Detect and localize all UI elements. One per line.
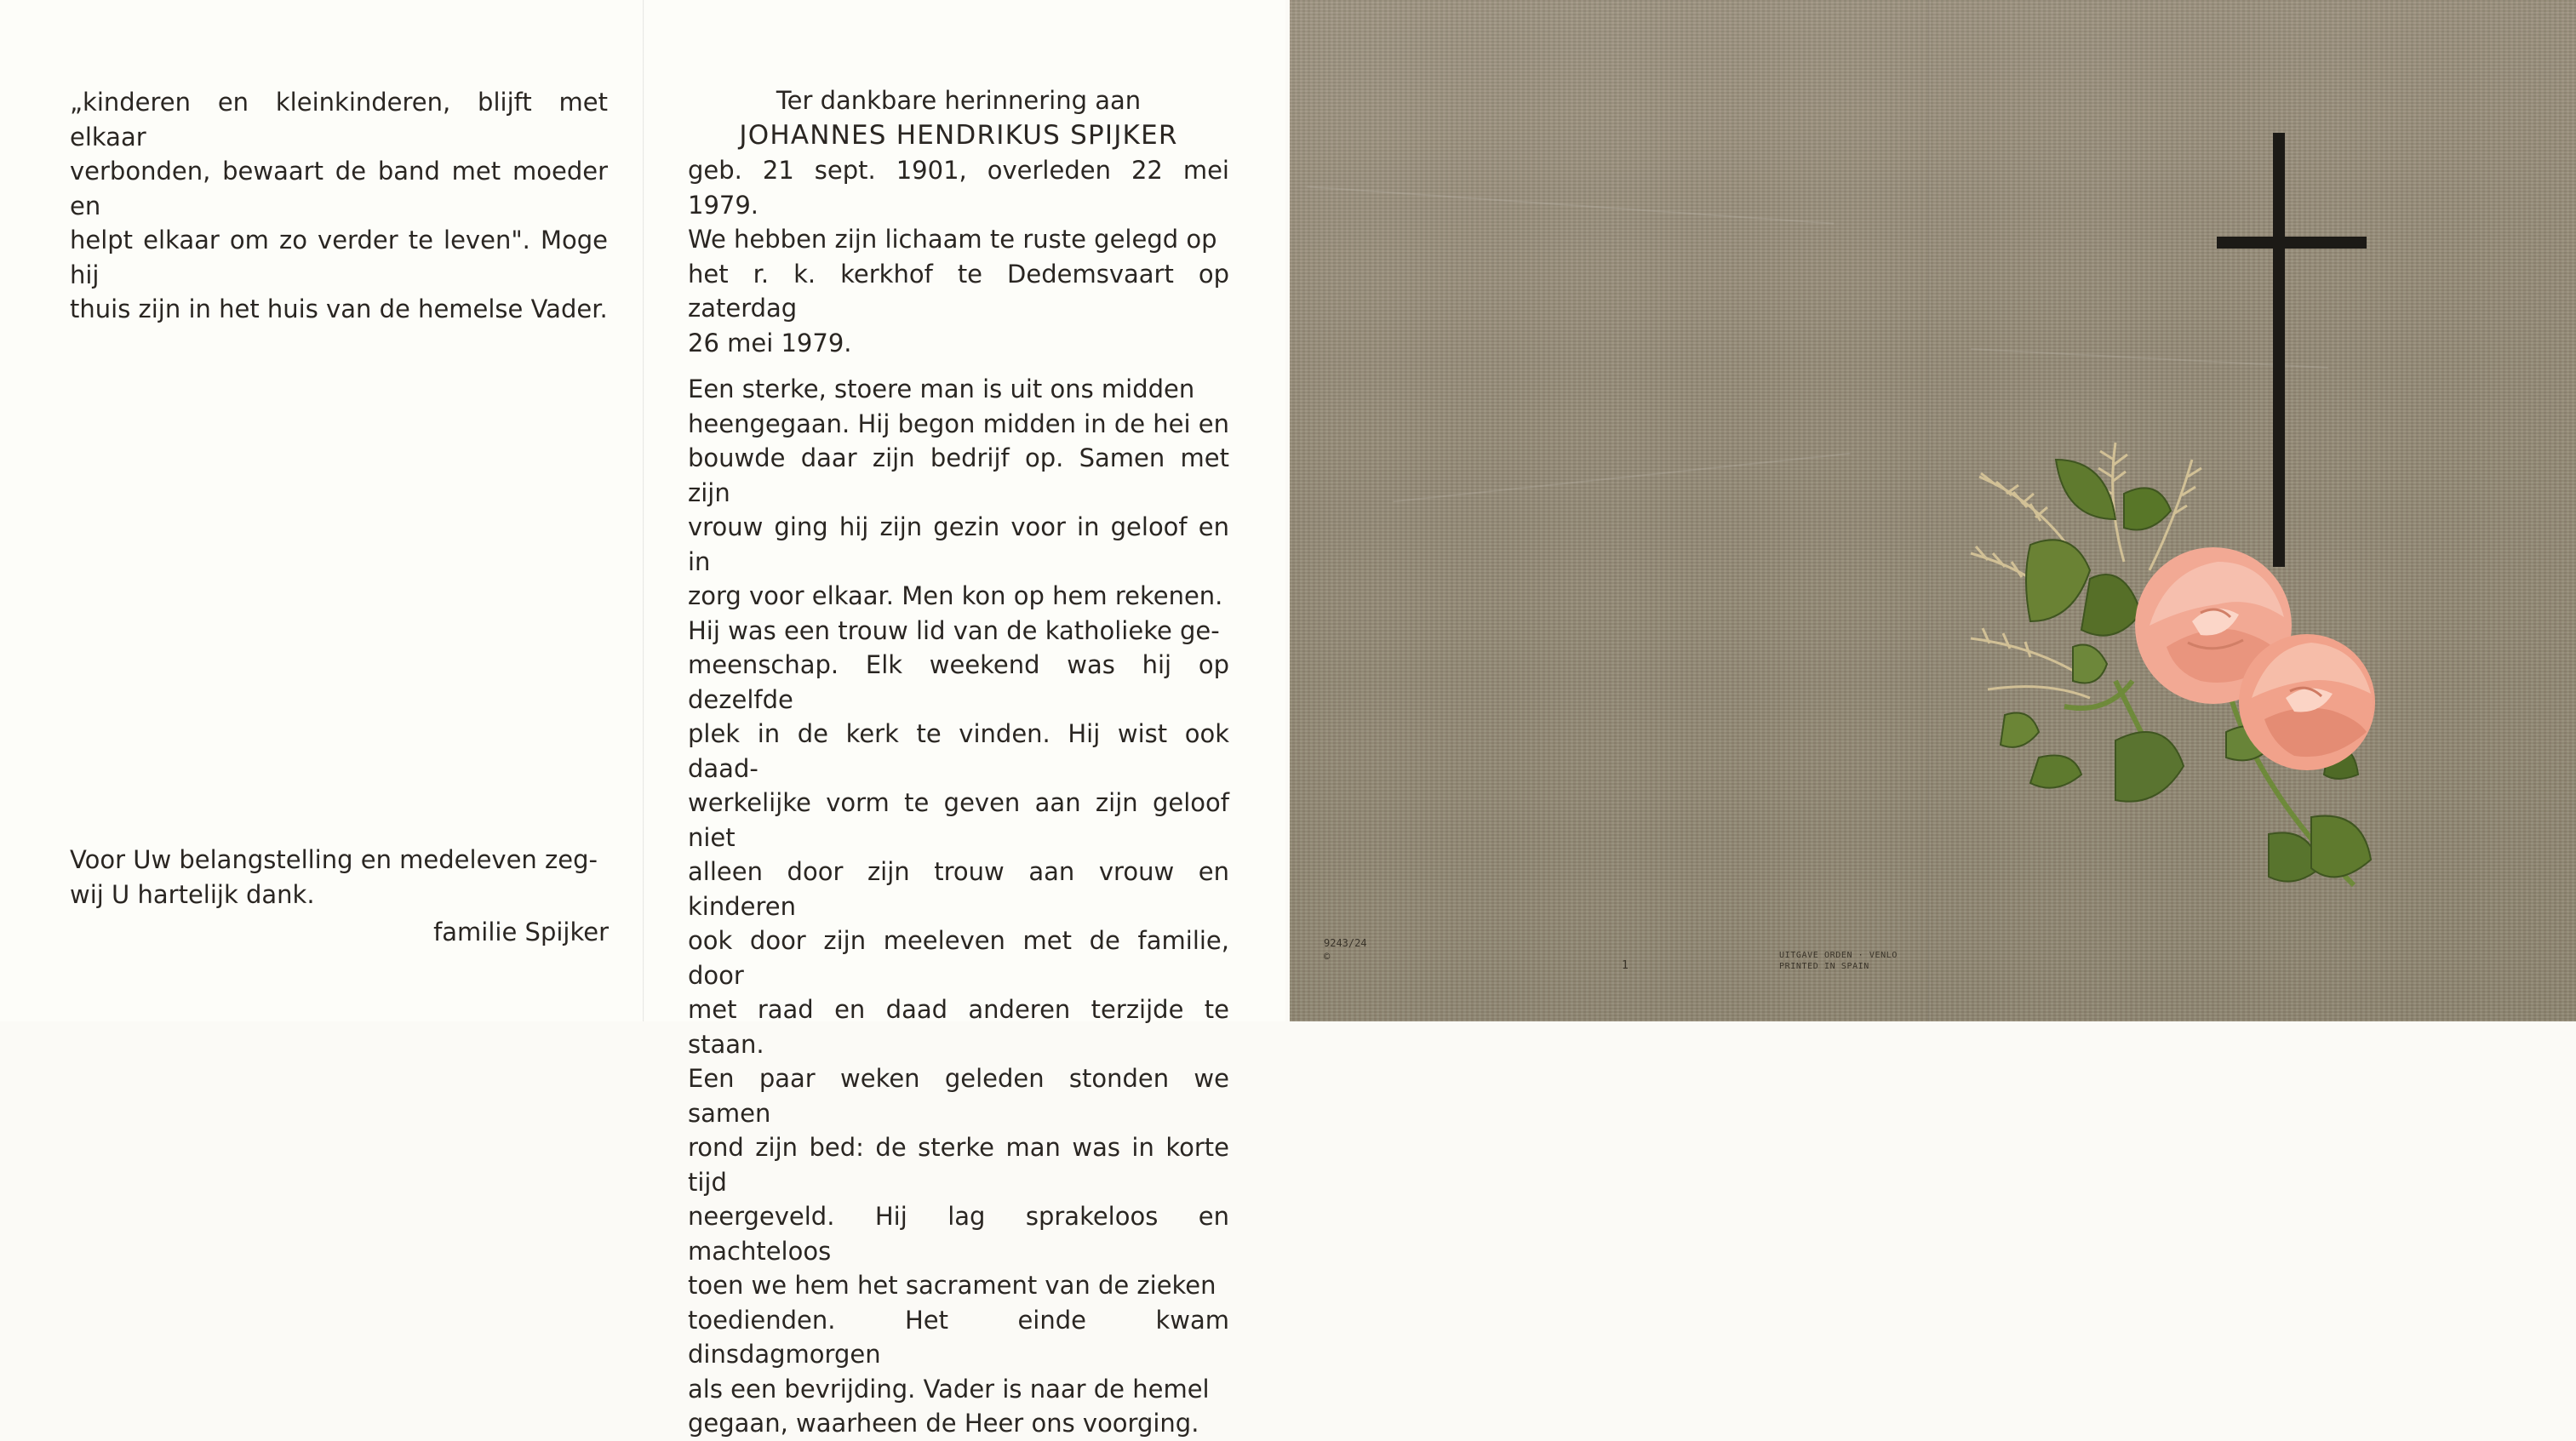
memorial-text [688,83,1229,1441]
outside-sheet [1290,0,2576,1021]
body-line: Hij was een trouw lid van de katholieke ge- [688,615,1220,645]
body-line: rond zijn bed: de sterke man was in korte tijd [688,1133,1229,1197]
quote-line: thuis zijn in het huis van de hemelse Vader. [70,294,608,323]
details-line: het r. k. kerkhof te Dedemsvaart op zaterdag [688,259,1229,323]
body-line: bouwde daar zijn bedrijf op. Samen met zijn [688,443,1229,507]
closing-quote [70,85,608,327]
body-line: alleen door zijn trouw aan vrouw en kinderen [688,857,1229,921]
body-line: gegaan, waarheen de Heer ons voorging. [688,1409,1199,1438]
thanks-line: Voor Uw belangstelling en medeleven zeg- [70,845,598,874]
body-line: werkelijke vorm te geven aan zijn geloof niet [688,788,1229,852]
inside-sheet [0,0,1285,1438]
body-line: Een sterke, stoere man is uit ons midden [688,375,1195,403]
publisher-line: UITGAVE ORDEN · VENLO [1779,951,1898,960]
body-line: ook door zijn meeleven met de familie, door [688,926,1229,990]
body-line: Een paar weken geleden stonden we samen [688,1064,1229,1128]
thanks-note [70,843,608,912]
body-line: vrouw ging hij zijn gezin voor in geloof en in [688,512,1229,576]
inside-left-panel [0,0,643,1021]
rose-bouquet [1945,426,2388,928]
card-code [1324,936,1367,964]
body-line: toedienden. Het einde kwam dinsdagmorgen [688,1305,1229,1369]
page-number: 1 [1622,959,1629,972]
copyright-mark: © [1324,951,1331,963]
quote-line: verbonden, bewaart de band met moeder en [70,157,608,220]
body-line: toen we hem het sacrament van de zieken [688,1271,1216,1300]
family-signature: familie Spijker [433,918,609,946]
body-line: als een bevrijding. Vader is naar de hemel [688,1374,1210,1404]
details-line: 26 mei 1979. [688,328,852,357]
deceased-name: JOHANNES HENDRIKUS SPIJKER [739,120,1178,151]
body-line: heengegaan. Hij begon midden in de hei en [688,409,1230,438]
body-line: meenschap. Elk weekend was hij op dezelfde [688,650,1229,714]
publisher-imprint [1779,950,1898,972]
paper-crease [1308,186,1835,224]
quote-line: helpt elkaar om zo verder te leven". Moge hij [70,226,608,289]
outside-fold [1928,0,1931,1021]
memorial-intro: Ter dankbare herinnering aan [776,86,1142,115]
card-code-number: 9243/24 [1324,937,1367,949]
quote-line: „kinderen en kleinkinderen, blijft met elkaar [70,88,608,152]
thanks-line: wij U hartelijk dank. [70,879,315,909]
body-line: neergeveld. Hij lag sprakeloos en machteloos [688,1202,1229,1266]
body-line: zorg voor elkaar. Men kon op hem rekenen. [688,581,1223,610]
paper-crease [1393,453,1850,502]
body-line: plek in de kerk te vinden. Hij wist ook daad- [688,719,1229,783]
body-line: met raad en daad anderen terzijde te staan. [688,995,1229,1059]
printed-in-line: PRINTED IN SPAIN [1779,962,1869,971]
details-line: geb. 21 sept. 1901, overleden 22 mei 1979. [688,156,1229,220]
details-line: We hebben zijn lichaam te ruste gelegd op [688,225,1217,254]
rose-icon [2239,634,2375,770]
